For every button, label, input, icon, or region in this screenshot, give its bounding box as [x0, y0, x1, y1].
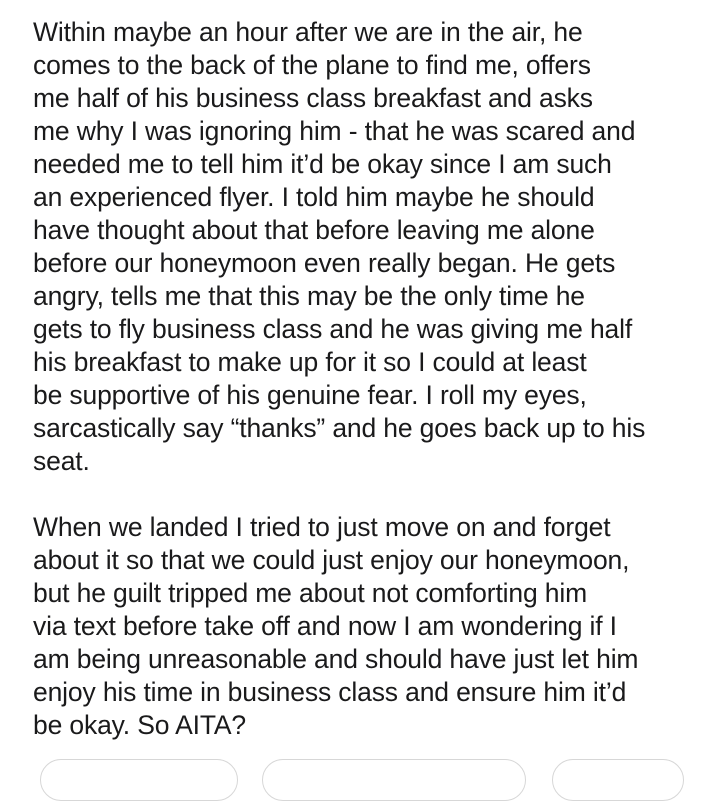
text-line: am being unreasonable and should have just let him	[33, 644, 639, 674]
paragraph-1	[33, 16, 713, 478]
text-line: seat.	[33, 446, 90, 476]
text-line: before our honeymoon even really began. He gets	[33, 248, 616, 278]
text-line: about it so that we could just enjoy our honeymoon,	[33, 545, 630, 575]
text-line: Within maybe an hour after we are in the air, he	[33, 17, 583, 47]
text-line: enjoy his time in business class and ensure him it’d	[33, 677, 627, 707]
text-line: gets to fly business class and he was giving me half	[33, 314, 633, 344]
text-line: When we landed I tried to just move on and forget	[33, 512, 611, 542]
text-line: his breakfast to make up for it so I could at least	[33, 347, 587, 377]
text-line: me half of his business class breakfast and asks	[33, 83, 593, 113]
action-bar	[0, 755, 720, 785]
action-chip-share[interactable]	[552, 759, 684, 801]
text-line: but he guilt tripped me about not comforting him	[33, 578, 588, 608]
text-line: sarcastically say “thanks” and he goes back up to his	[33, 413, 646, 443]
text-line: comes to the back of the plane to find me, offers	[33, 50, 591, 80]
text-line: needed me to tell him it’d be okay since I am such	[33, 149, 612, 179]
post-body	[33, 16, 713, 742]
text-line: an experienced flyer. I told him maybe he should	[33, 182, 595, 212]
paragraph-2	[33, 511, 713, 742]
text-line: me why I was ignoring him - that he was scared and	[33, 116, 636, 146]
text-line: via text before take off and now I am wondering if I	[33, 611, 617, 641]
action-chip-comments[interactable]	[262, 759, 526, 801]
paragraph-spacer	[33, 478, 713, 511]
text-line: be supportive of his genuine fear. I roll my eyes,	[33, 380, 587, 410]
action-chip-vote[interactable]	[40, 759, 238, 801]
text-line: angry, tells me that this may be the only time he	[33, 281, 585, 311]
text-line: be okay. So AITA?	[33, 710, 247, 740]
text-line: have thought about that before leaving me alone	[33, 215, 595, 245]
